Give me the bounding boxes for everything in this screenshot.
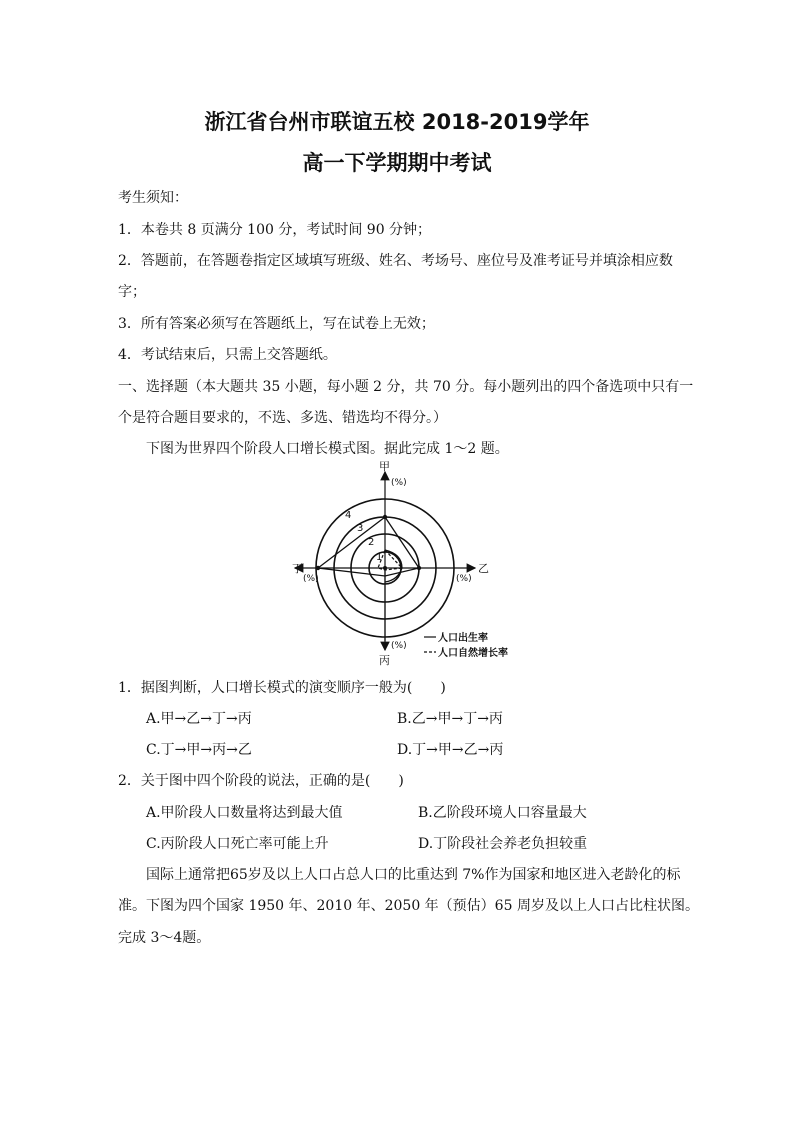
- notice-heading: 考生须知：: [118, 190, 188, 206]
- title-line-1: 浙江省台州市联谊五校 2018-2019学年: [204, 110, 590, 134]
- intro-q3-4-line-1: 国际上通常把65岁及以上人口占总人口的比重达到 7%作为国家和地区进入老龄化的标: [146, 867, 681, 883]
- q2-option-a: A.甲阶段人口数量将达到最大值: [146, 805, 343, 821]
- ring-label-1: 1: [376, 552, 383, 563]
- notice-item-3: 3．所有答案必须写在答题纸上，写在试卷上无效；: [118, 316, 435, 332]
- q2-stem: 2．关于图中四个阶段的说法，正确的是( ): [118, 773, 404, 789]
- q1-stem: 1．据图判断，人口增长模式的演变顺序一般为( ): [118, 680, 446, 696]
- unit-right: (%): [456, 574, 472, 584]
- legend-growth-label: 人口自然增长率: [438, 648, 508, 659]
- point-left: [316, 566, 320, 570]
- title-line-2: 高一下学期期中考试: [302, 151, 492, 175]
- ring-label-3: 3: [357, 523, 364, 534]
- axis-label-left: 丁: [292, 562, 303, 575]
- population-growth-diagram: [290, 458, 540, 668]
- intro-q3-4-line-3: 完成 3～4题。: [118, 930, 211, 946]
- notice-item-2: 2．答题前，在答题卷指定区域填写班级、姓名、考场号、座位号及准考证号并填涂相应数: [118, 253, 673, 269]
- q2-option-c: C.丙阶段人口死亡率可能上升: [146, 836, 329, 852]
- ring-label-2: 2: [368, 537, 375, 548]
- unit-left: (%): [303, 574, 319, 584]
- axis-label-bottom: 丙: [379, 654, 390, 667]
- q2-option-d: D.丁阶段社会养老负担较重: [418, 836, 588, 852]
- notice-item-1: 1．本卷共 8 页满分 100 分，考试时间 90 分钟；: [118, 222, 432, 238]
- unit-bottom: (%): [391, 641, 407, 651]
- point-top: [383, 515, 387, 519]
- unit-top: (%): [391, 478, 407, 488]
- q2-option-b: B.乙阶段环境人口容量最大: [418, 805, 587, 821]
- intro-q3-4-line-2: 准。下图为四个国家 1950 年、2010 年、2050 年（预估）65 周岁及以上人口占比柱状图。: [118, 898, 699, 914]
- notice-item-4: 4．考试结束后，只需上交答题纸。: [118, 347, 337, 363]
- q1-option-b: B.乙→甲→丁→丙: [397, 711, 503, 727]
- ring-label-4: 4: [345, 510, 352, 521]
- section1-line-2: 个是符合题目要求的，不选、多选、错选均不得分。）: [118, 410, 447, 426]
- axis-label-right: 乙: [478, 562, 489, 575]
- q1-option-c: C.丁→甲→丙→乙: [146, 742, 252, 758]
- intro-q1-2: 下图为世界四个阶段人口增长模式图。据此完成 1～2 题。: [146, 441, 509, 457]
- q1-option-d: D.丁→甲→乙→丙: [397, 742, 504, 758]
- notice-item-2-cont: 字；: [118, 284, 146, 300]
- axis-label-top: 甲: [379, 460, 390, 473]
- point-center: [383, 566, 387, 570]
- legend-birth-label: 人口出生率: [438, 633, 488, 644]
- q1-option-a: A.甲→乙→丁→丙: [146, 711, 252, 727]
- section1-line-1: 一、选择题（本大题共 35 小题，每小题 2 分，共 70 分。每小题列出的四个备选项中只有一: [118, 379, 694, 395]
- point-right: [417, 566, 421, 570]
